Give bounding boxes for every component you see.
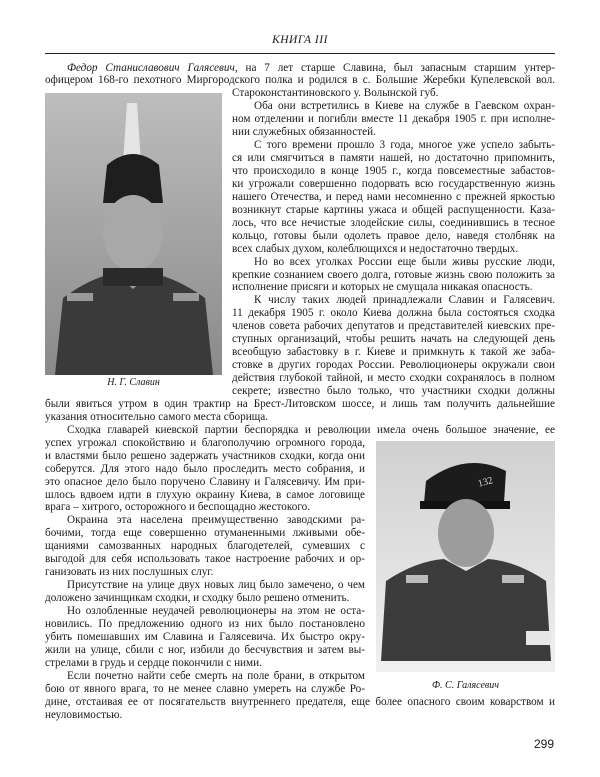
photo-galyasevich <box>376 441 555 672</box>
text-line: убить помешавших им Славина и Галясевича. Их быстро окру- <box>45 630 365 643</box>
text-line: щаниями самозванных народных благодетелей, сумевших с <box>45 540 365 553</box>
photo-caption-galyasevich: Ф. С. Галясевич <box>431 680 500 691</box>
text-line: неуловимостью. <box>45 708 123 721</box>
text-line: К числу таких людей принадлежали Славин и Галясевич. <box>254 294 555 307</box>
text-line: Староконстантиновского у. Волынской губ. <box>232 87 439 100</box>
text-line: 11 декабря 1905 г. около Киева должна была состояться сходка <box>232 307 555 320</box>
text-line: новились. По предложению одного из них было постановлено <box>45 617 365 630</box>
text-line: успех угрожал спокойствию и благополучию огромного города, <box>45 436 365 449</box>
text-line: действия глубокой тайной, и место сходки сохранялось в полном <box>232 372 555 385</box>
text-line: были явиться утром в один трактир на Брест-Литовском шоссе, и лишь там получить дальнейшие <box>45 397 555 410</box>
text-line: Окраина эта населена преимущественно заводскими ра- <box>67 514 365 527</box>
cap-badge-number: 132 <box>476 475 495 490</box>
photo-slavin <box>45 93 222 375</box>
text-line: ки угрожали совершенно подорвать всю государственную жизнь <box>232 177 555 190</box>
photo-caption-slavin: Н. Г. Славин <box>107 377 160 388</box>
page-number: 299 <box>533 737 554 751</box>
text-line: ганизовать из них послушных слуг. <box>45 566 214 579</box>
text-line: доложено зачинщикам сходки, и сходку было решено отменить. <box>45 592 350 605</box>
text-line: Если почетно найти себе смерть на поле брани, в открытом <box>67 669 365 682</box>
text-line: секрете; известно было только, что участники сходки должны <box>232 385 555 397</box>
text-line: крепкие сознанием своего долга, готовые жизнь свою положить за <box>232 268 555 281</box>
text-line: Оба они встретились в Киеве на службе в Гаевском охран- <box>254 100 555 113</box>
text-line: шлось вдвоем идти в глухую окраину Киева, в самое логовище <box>45 488 365 501</box>
text-line: нии служебных обязанностей. <box>232 126 376 139</box>
text-line: и властями было решено задержать участников сходки, когда они <box>45 449 365 462</box>
portrait-slavin-image <box>45 93 222 375</box>
text-line: что происходило в конце 1905 г., когда повсеместные забастов- <box>232 165 555 178</box>
text-line: врага – хитрого, осторожного и беспощадно жестокого. <box>45 501 311 514</box>
text-line: ся или смягчиться в памяти нашей, но достаточно припомнить, <box>232 152 555 165</box>
text-line: нашего Отечества, и перед нами несомненно с прежней яркостью <box>232 190 555 203</box>
running-header: КНИГА III <box>272 34 328 46</box>
header-rule <box>45 53 555 54</box>
text-line: всех слабых духом, колеблющихся и недостаточно твердых. <box>232 242 519 255</box>
text-line: членов совета рабочих депутатов и представителей киевских пре- <box>232 320 555 333</box>
text-line: офицером 168-го пехотного Миргородского полка и родился в с. Большие Жеребки Купелевской вол. <box>45 74 555 87</box>
text-fragment: , на 7 лет старше Славина, был запасным старшим унтер- <box>234 61 555 74</box>
portrait-galyasevich-image <box>376 441 555 672</box>
text-line: дине, отстаивая ее от посягательств внутреннего предателя, еще более опасного своим коварством и <box>45 695 555 708</box>
text-line: Сходка главарей киевской партии беспорядка и революции имела очень большое значение, ее <box>67 423 555 436</box>
text-line: ном отделении и погибли вместе 11 декабря 1905 г. при исполне- <box>232 113 555 126</box>
text-line: бочими, тогда еще совершенно отуманенными лживыми обе- <box>45 527 365 540</box>
text-line: выгодой для себя использовать такое настроение рабочих и ор- <box>45 553 365 566</box>
text-line: лось, что все нечистые злодейские силы, соединившись в тесное <box>232 216 555 229</box>
text-line: ступных организаций, чтобы решить начать на следующей день <box>232 333 555 346</box>
text-line <box>45 62 555 75</box>
text-line: бою от явного врага, то не менее славно умереть на службе Ро- <box>45 682 365 695</box>
person-name: Федор Станиславович Галясевич <box>67 61 235 74</box>
text-line: это опасное дело было поручено Славину и Галясевичу. Им при- <box>45 475 365 488</box>
text-line: кольцо, готовы были одолеть правое дело, наведя столбняк на <box>232 229 555 242</box>
text-line: Но во всех уголках России еще были живы русские люди, <box>254 255 555 268</box>
text-line: всеобщую забастовку в г. Киеве и примкнуть к такой же заба- <box>232 346 555 359</box>
text-line: указания относительно самого места сборища. <box>45 410 269 423</box>
text-line: Присутствие на улице двух новых лиц было замечено, о чем <box>67 579 365 592</box>
text-line: жили на улице, сбили с ног, избили до бесчувствия и затем вы- <box>45 643 365 656</box>
text-line: стрелами в грудь и сердце покончили с ними. <box>45 656 262 669</box>
text-line: соберутся. Для этого надо было проследить место собрания, и <box>45 462 365 475</box>
text-line: Но озлобленные неудачей революционеры на этом не оста- <box>67 604 365 617</box>
text-line: стовке в других городах России. Революционеры окружали свои <box>232 359 555 372</box>
text-line: возникнут старые картины ужаса и общей распущенности. Каза- <box>232 203 555 216</box>
text-line: исполнение присяги и которых не смущала никакая опасность. <box>232 281 533 294</box>
text-line: С того времени прошло 3 года, многое уже успело забыть- <box>254 139 555 152</box>
